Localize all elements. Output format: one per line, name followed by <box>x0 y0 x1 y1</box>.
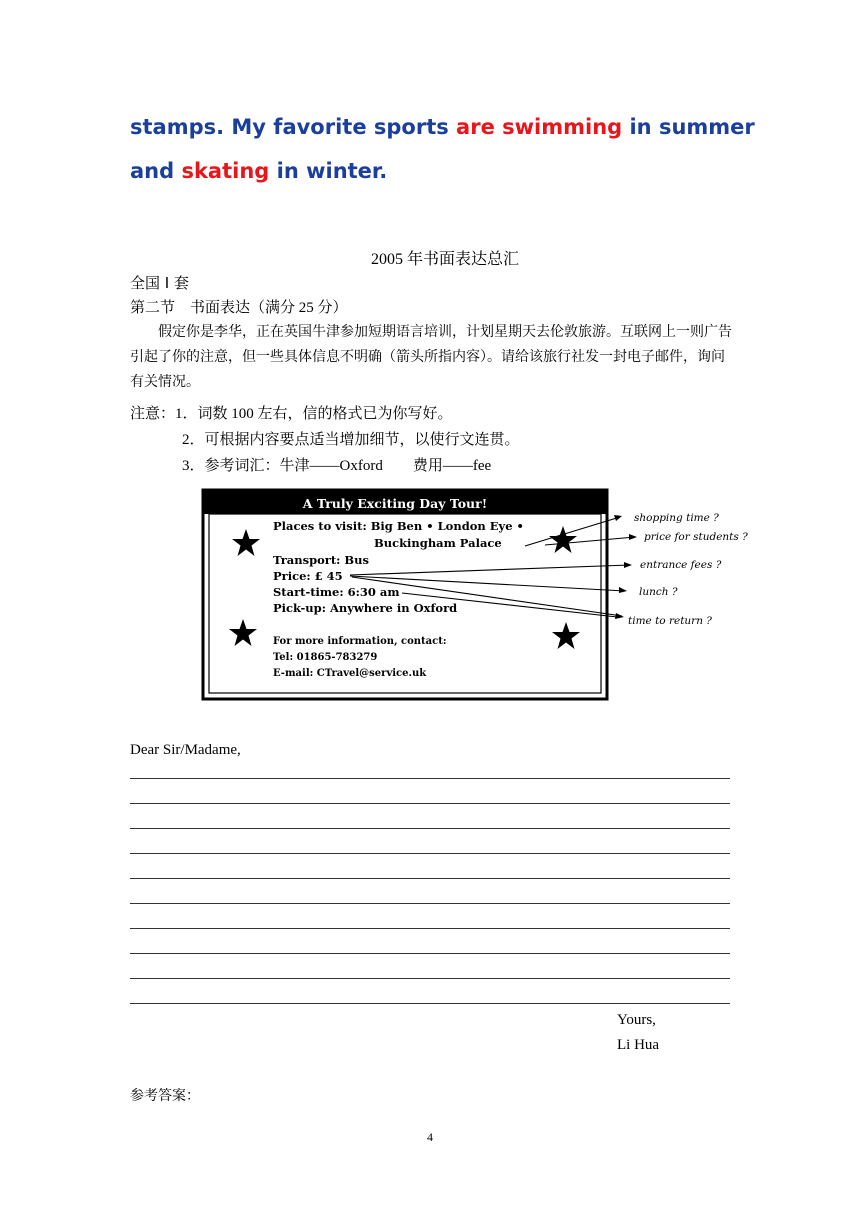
section-title: 2005 年书面表达总汇 <box>370 251 519 268</box>
note-3: 3．参考词汇：牛津——Oxford 费用——fee <box>182 458 492 474</box>
email-line: E-mail: CTravel@service.uk <box>273 668 427 679</box>
annotation-return: time to return ? <box>628 615 712 627</box>
letter-signature: Li Hua <box>617 1037 660 1053</box>
start-time-line: Start-time: 6:30 am <box>273 585 400 599</box>
intro-text: in winter. <box>269 159 388 183</box>
pickup-line: Pick-up: Anywhere in Oxford <box>273 601 458 615</box>
annotation-shopping: shopping time ? <box>634 512 719 524</box>
writing-line[interactable] <box>130 928 730 929</box>
intro-line-2 <box>130 159 387 183</box>
highlight-text: skating <box>181 159 270 183</box>
writing-line[interactable] <box>130 1003 730 1004</box>
poster-header: A Truly Exciting Day Tour! <box>302 496 488 511</box>
note-2: 2．可根据内容要点适当增加细节，以使行文连贯。 <box>182 432 520 448</box>
intro-text: in summer <box>622 115 755 139</box>
annotation-entrance: entrance fees ? <box>640 559 722 571</box>
writing-line[interactable] <box>130 903 730 904</box>
price-line: Price: £ 45 <box>273 569 343 583</box>
letter-greeting: Dear Sir/Madame, <box>130 742 241 758</box>
note-1 <box>130 402 453 423</box>
section-heading <box>130 296 348 317</box>
writing-line[interactable] <box>130 778 730 779</box>
page-number: 4 <box>427 1130 433 1144</box>
annotation-price-students: price for students ? <box>644 531 748 543</box>
more-info-line: For more information, contact: <box>273 636 447 647</box>
task-paragraph: 假定你是李华，正在英国牛津参加短期语言培训，计划星期天去伦敦旅游。互联网上一则广告引起了你的注意，但一些具体信息不明确（箭头所指内容）。请给该旅行社发一封电子邮件，询问有关情况。 <box>130 325 732 390</box>
annotation-lunch: lunch ? <box>639 586 678 598</box>
poster-svg <box>130 485 750 705</box>
answer-label: 参考答案： <box>130 1089 200 1104</box>
note-label: 注意： <box>130 406 176 422</box>
transport-line: Transport: Bus <box>273 553 369 567</box>
writing-line[interactable] <box>130 828 730 829</box>
writing-line[interactable] <box>130 953 730 954</box>
heading-text: 第二节 书面表达 <box>130 298 251 316</box>
intro-text: stamps. My favorite sports <box>130 115 457 139</box>
tour-poster <box>130 485 750 705</box>
writing-line[interactable] <box>130 853 730 854</box>
intro-line-1 <box>130 115 755 139</box>
writing-line[interactable] <box>130 803 730 804</box>
places-line-2: Buckingham Palace <box>374 536 502 550</box>
highlight-text: are swimming <box>456 115 623 139</box>
letter-closing: Yours, <box>617 1012 656 1028</box>
writing-line[interactable] <box>130 878 730 879</box>
places-line-1: Places to visit: Big Ben • London Eye • <box>273 519 524 533</box>
intro-text: and <box>130 159 182 183</box>
writing-line[interactable] <box>130 978 730 979</box>
region-label: 全国 I 套 <box>130 274 189 292</box>
note-text: 1．词数 100 左右，信的格式已为你写好。 <box>175 406 453 422</box>
tel-line: Tel: 01865-783279 <box>273 652 378 663</box>
score-text: （满分 25 分） <box>250 300 348 316</box>
